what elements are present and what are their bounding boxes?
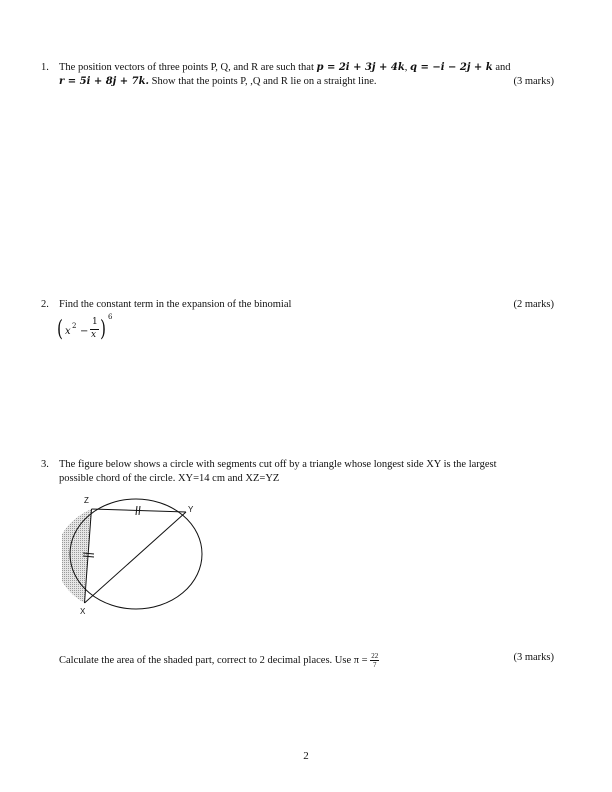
- question-3-instruction: [59, 652, 379, 669]
- pi-denominator: 7: [372, 661, 377, 669]
- question-1-line-1: [59, 62, 511, 73]
- question-2-marks: (2 marks): [513, 299, 554, 310]
- pi-numerator: 22: [371, 652, 379, 660]
- vector-q-label: q: [410, 62, 417, 73]
- binomial-expression: [57, 312, 127, 348]
- vector-r-label: r: [59, 76, 65, 87]
- question-2-number: 2.: [41, 299, 49, 310]
- binomial-power: 6: [108, 313, 113, 321]
- vector-q-expression: = −i − 2j + k: [417, 62, 493, 73]
- binomial-x-term: x: [65, 326, 71, 337]
- question-1-line-2: [59, 76, 377, 87]
- right-paren: ): [100, 317, 107, 342]
- tick-mark-zy-1: [136, 506, 137, 515]
- fraction-numerator: 1: [92, 317, 98, 327]
- question-3-text-line-1: The figure below shows a circle with segments cut off by a triangle whose longest side XY is the largest: [59, 459, 497, 470]
- binomial-minus: −: [80, 326, 89, 337]
- question-1-text-a: The position vectors of three points P, Q, and R are such that: [59, 62, 317, 73]
- vector-p-label: p: [316, 62, 324, 73]
- page-number: 2: [303, 750, 309, 762]
- label-x: X: [80, 607, 86, 616]
- left-paren: (: [57, 317, 64, 342]
- question-2-text: Find the constant term in the expansion of the binomial: [59, 299, 292, 310]
- question-3-text-line-2: possible chord of the circle. XY=14 cm and XZ=YZ: [59, 473, 280, 484]
- circle-triangle-figure: [62, 492, 212, 618]
- vector-r-expression: = 5i + 8j + 7k.: [64, 76, 150, 87]
- tick-mark-zy-2: [139, 506, 140, 515]
- question-1-marks: (3 marks): [513, 76, 554, 87]
- question-1-text-c: Show that the points P, ,Q and R lie on a straight line.: [149, 76, 377, 87]
- question-3-marks: (3 marks): [513, 652, 554, 663]
- label-z: Z: [84, 496, 89, 505]
- vector-p-expression: = 2i + 3j + 4k: [323, 62, 405, 73]
- label-y: Y: [188, 505, 194, 514]
- chord-zy: [92, 509, 187, 512]
- binomial-x-exponent: 2: [72, 322, 77, 330]
- chord-xy: [85, 512, 187, 603]
- pi-fraction: [370, 652, 379, 669]
- question-1-text-b: and: [492, 62, 511, 73]
- question-3-number: 3.: [41, 459, 49, 470]
- instruction-text: Calculate the area of the shaded part, correct to 2 decimal places. Use π =: [59, 654, 371, 666]
- fraction-denominator: x: [91, 330, 97, 340]
- separator: ,: [404, 62, 410, 73]
- question-1-number: 1.: [41, 62, 49, 73]
